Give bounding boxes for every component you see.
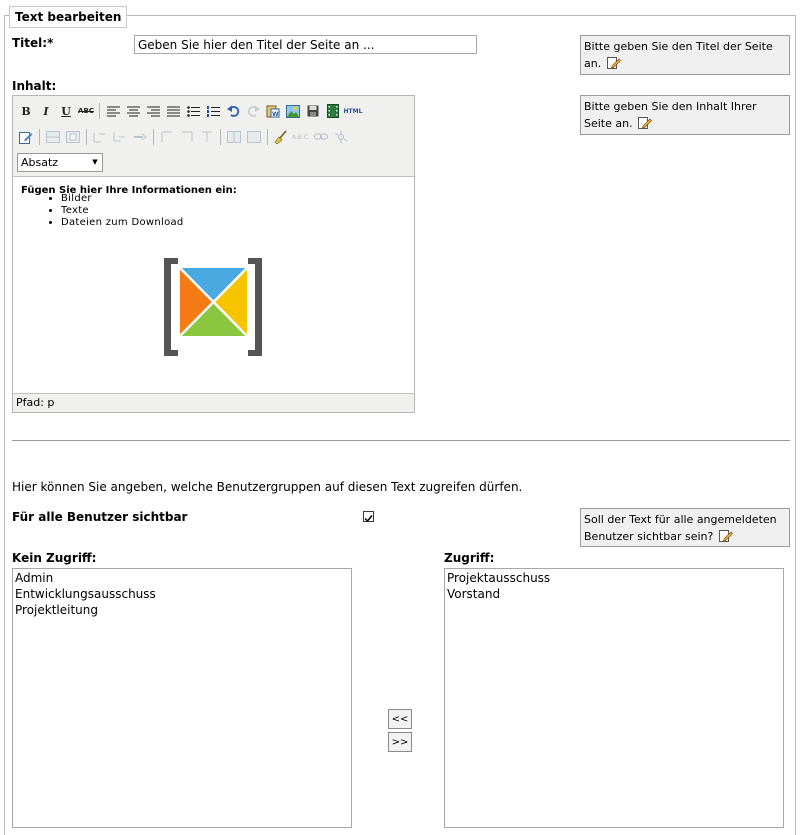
visible-label: Für alle Benutzer sichtbar bbox=[12, 510, 188, 524]
italic-button[interactable]: I bbox=[43, 104, 49, 118]
justify-button[interactable] bbox=[163, 101, 183, 121]
list-item[interactable]: Vorstand bbox=[447, 587, 501, 601]
title-help-box bbox=[580, 35, 790, 75]
move-right-button[interactable]: >> bbox=[388, 732, 412, 752]
format-select-value: Absatz bbox=[21, 156, 59, 169]
editor-content-area[interactable] bbox=[13, 176, 414, 394]
insert-row-before-icon[interactable] bbox=[90, 127, 110, 147]
link-icon[interactable] bbox=[311, 127, 331, 147]
toolbar-separator bbox=[39, 129, 40, 145]
save-icon[interactable] bbox=[303, 101, 323, 121]
content-help-text: Bitte geben Sie den Inhalt Ihrer Seite an. bbox=[584, 100, 757, 130]
list-item: • Dateien zum Download bbox=[61, 217, 184, 229]
list-item[interactable]: Projektausschuss bbox=[447, 571, 551, 585]
undo-icon[interactable] bbox=[223, 101, 243, 121]
toolbar-separator bbox=[220, 129, 221, 145]
title-input[interactable] bbox=[134, 35, 477, 54]
cleanup-broom-icon[interactable] bbox=[271, 127, 291, 147]
no-access-label: Kein Zugriff: bbox=[12, 551, 97, 565]
format-select[interactable] bbox=[17, 153, 103, 172]
editor-toolbar-row-2 bbox=[16, 126, 351, 148]
delete-col-icon[interactable] bbox=[197, 127, 217, 147]
list-item[interactable]: Admin bbox=[15, 571, 54, 585]
visible-checkbox[interactable] bbox=[363, 511, 374, 522]
title-label: Titel:* bbox=[12, 36, 54, 50]
insert-col-before-icon[interactable] bbox=[157, 127, 177, 147]
underline-button[interactable]: U bbox=[61, 104, 71, 118]
bold-button[interactable]: B bbox=[21, 104, 31, 118]
list-item: • Bilder bbox=[61, 193, 184, 205]
chevron-down-icon: ▼ bbox=[92, 158, 98, 166]
edit-pencil-icon[interactable] bbox=[719, 529, 733, 547]
edit-pencil-icon[interactable] bbox=[638, 116, 652, 134]
bullet-list-button[interactable] bbox=[183, 101, 203, 121]
list-item: • Texte bbox=[61, 205, 184, 217]
access-intro: Hier können Sie angeben, welche Benutzergruppen auf diesen Text zugreifen dürfen. bbox=[12, 480, 523, 494]
content-help-box bbox=[580, 95, 790, 135]
delete-row-icon[interactable] bbox=[130, 127, 150, 147]
content-list bbox=[21, 193, 184, 229]
toolbar-separator bbox=[99, 103, 100, 119]
content-heading: Fügen Sie hier Ihre Informationen ein: bbox=[21, 185, 237, 196]
html-source-button[interactable]: HTML bbox=[343, 107, 363, 115]
editor-toolbar-row-1 bbox=[16, 100, 363, 122]
divider bbox=[12, 440, 790, 441]
table-row-icon[interactable] bbox=[43, 127, 63, 147]
list-item[interactable]: Projektleitung bbox=[15, 603, 98, 617]
list-item[interactable]: Entwicklungsausschuss bbox=[15, 587, 156, 601]
strikethrough-button[interactable]: ABC bbox=[78, 107, 94, 115]
table-cell-icon[interactable] bbox=[63, 127, 83, 147]
insert-col-after-icon[interactable] bbox=[177, 127, 197, 147]
visible-help-text: Soll der Text für alle angemeldeten Benutzer sichtbar sein? bbox=[584, 513, 777, 543]
title-help-text: Bitte geben Sie den Titel der Seite an. bbox=[584, 40, 773, 70]
no-access-listbox[interactable] bbox=[12, 568, 352, 828]
svg-text:W: W bbox=[272, 111, 279, 118]
spellcheck-icon[interactable]: A.B.C. bbox=[291, 133, 311, 141]
content-label: Inhalt: bbox=[12, 79, 57, 93]
checkmark-icon bbox=[364, 514, 373, 523]
insert-media-icon[interactable] bbox=[323, 101, 343, 121]
edit-pencil-icon[interactable] bbox=[607, 56, 621, 74]
unlink-icon[interactable] bbox=[331, 127, 351, 147]
access-label: Zugriff: bbox=[444, 551, 495, 565]
insert-row-after-icon[interactable] bbox=[110, 127, 130, 147]
align-left-button[interactable] bbox=[103, 101, 123, 121]
visible-help-box bbox=[580, 508, 790, 547]
numbered-list-button[interactable] bbox=[203, 101, 223, 121]
align-center-button[interactable] bbox=[123, 101, 143, 121]
editor-path: Pfad: p bbox=[16, 396, 55, 409]
edit-doc-icon[interactable] bbox=[16, 127, 36, 147]
insert-image-icon[interactable] bbox=[283, 101, 303, 121]
logo-image bbox=[164, 258, 264, 358]
fieldset-legend: Text bearbeiten bbox=[9, 6, 127, 28]
toolbar-separator bbox=[86, 129, 87, 145]
paste-word-icon[interactable] bbox=[263, 101, 283, 121]
move-left-button[interactable]: << bbox=[388, 709, 412, 729]
rich-text-editor bbox=[12, 95, 415, 413]
toolbar-separator bbox=[267, 129, 268, 145]
split-cells-icon[interactable] bbox=[224, 127, 244, 147]
access-listbox[interactable] bbox=[444, 568, 784, 828]
redo-icon[interactable] bbox=[243, 101, 263, 121]
align-right-button[interactable] bbox=[143, 101, 163, 121]
toolbar-separator bbox=[153, 129, 154, 145]
merge-cells-icon[interactable] bbox=[244, 127, 264, 147]
